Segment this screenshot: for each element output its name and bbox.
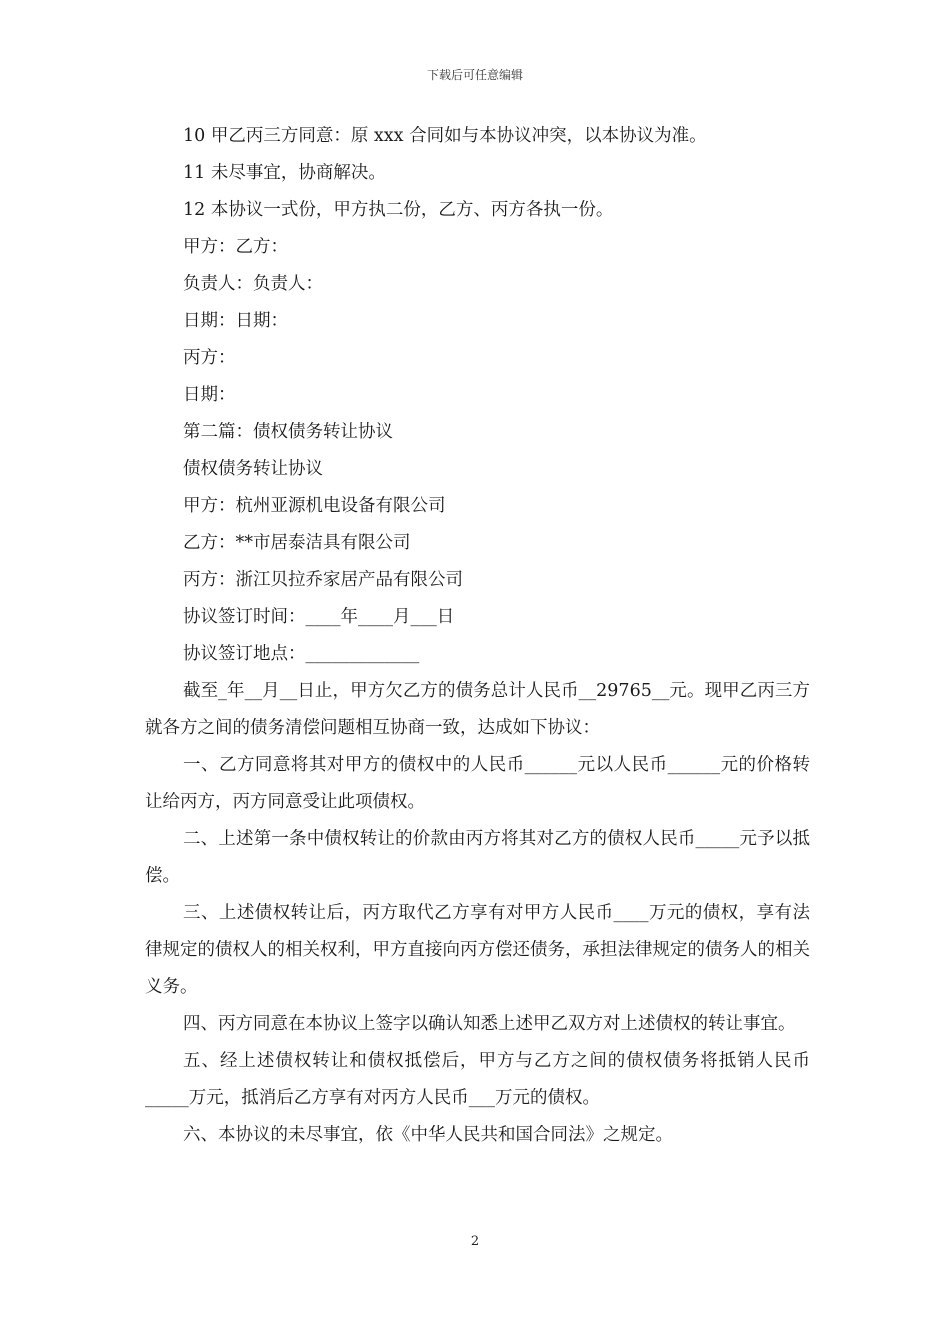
clause-11: 11 未尽事宜，协商解决。 [183,163,386,183]
page-header: 下载后可任意编辑 [426,68,523,82]
article-2: 二、上述第一条中债权转让的价款由丙方将其对乙方的债权人民币_____元予以抵偿。 [145,829,810,886]
article-3: 三、上述债权转让后，丙方取代乙方享有对甲方人民币____万元的债权，享有法律规定的债权人的相关权利，甲方直接向丙方偿还债务，承担法律规定的债务人的相关义务。 [145,903,810,997]
article-4: 四、丙方同意在本协议上签字以确认知悉上述甲乙双方对上述债权的转让事宜。 [183,1014,796,1034]
signature-representatives: 负责人：负责人： [183,274,323,294]
article-6: 六、本协议的未尽事宜，依《中华人民共和国合同法》之规定。 [183,1125,673,1145]
signature-party-c: 丙方： [183,348,236,368]
clause-10: 10 甲乙丙三方同意：原 xxx 合同如与本协议冲突，以本协议为准。 [183,126,707,146]
signing-place: 协议签订地点：_____________ [183,644,420,664]
article-1: 一、乙方同意将其对甲方的债权中的人民币______元以人民币______元的价格转让给丙方，丙方同意受让此项债权。 [145,755,810,812]
document-body [145,118,810,1154]
signing-time: 协议签订时间：____年____月___日 [183,607,455,627]
page-number: 2 [470,1234,480,1249]
clause-12: 12 本协议一式份，甲方执二份，乙方、丙方各执一份。 [183,200,614,220]
signature-date-c: 日期： [183,385,236,405]
section-heading: 第二篇：债权债务转让协议 [183,422,393,442]
party-b: 乙方：**市居泰洁具有限公司 [183,533,411,553]
article-5: 五、经上述债权转让和债权抵偿后，甲方与乙方之间的债权债务将抵销人民币_____万元，抵消后乙方享有对丙方人民币___万元的债权。 [145,1051,810,1108]
signature-party-a-b: 甲方：乙方： [183,237,288,257]
party-a: 甲方：杭州亚源机电设备有限公司 [183,496,446,516]
agreement-title: 债权债务转让协议 [183,459,323,479]
signature-dates: 日期：日期： [183,311,288,331]
party-c: 丙方：浙江贝拉乔家居产品有限公司 [183,570,463,590]
intro-paragraph: 截至_年__月__日止，甲方欠乙方的债务总计人民币__29765__元。现甲乙丙三方就各方之间的债务清偿问题相互协商一致，达成如下协议： [145,681,810,738]
